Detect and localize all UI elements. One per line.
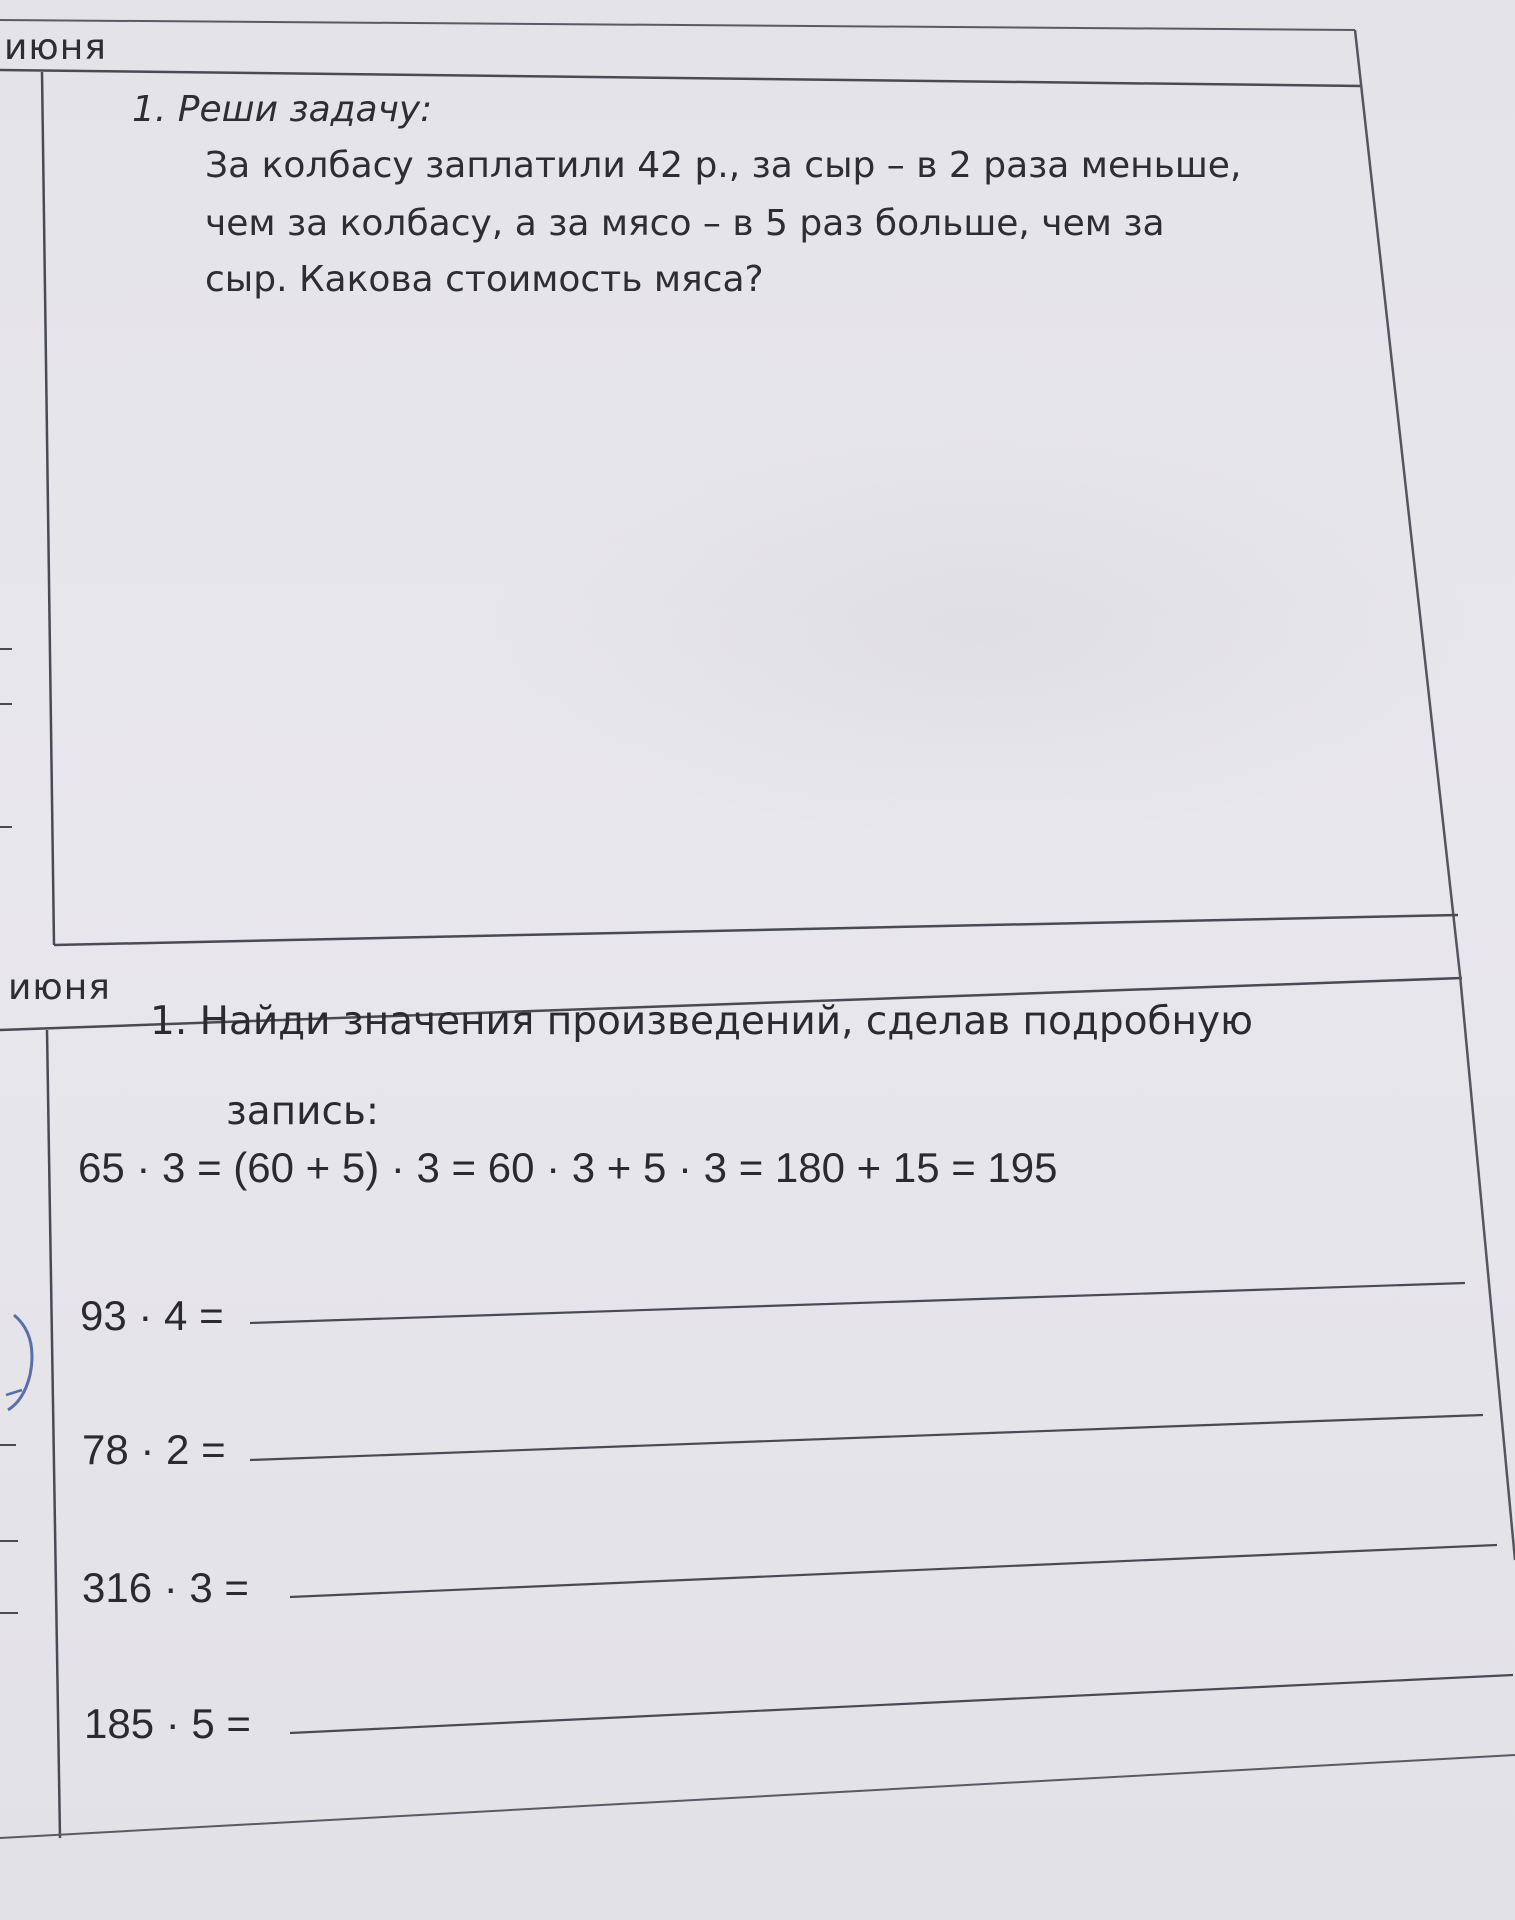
- margin-tick: [0, 1444, 16, 1446]
- answer-line-1: [250, 1283, 1465, 1323]
- margin-tick: [0, 1612, 18, 1614]
- exercise-1: 93 · 4 =: [80, 1292, 224, 1339]
- left-column-rule-top: [42, 72, 54, 945]
- worked-example: 65 · 3 = (60 + 5) · 3 = 60 · 3 + 5 · 3 = 180 + 15 = 195: [78, 1144, 1058, 1191]
- right-border-bottom: [1460, 975, 1515, 1560]
- margin-tick: [0, 703, 12, 705]
- problem-line-2: чем за колбасу, а за мясо – в 5 раз больше, чем за: [205, 203, 1165, 244]
- task-instruction-line-1: 1. Найди значения произведений, сделав подробную: [150, 999, 1253, 1044]
- date-label-top: июня: [4, 27, 107, 68]
- pen-small-mark: [6, 1390, 22, 1395]
- margin-tick: [0, 1540, 18, 1542]
- exercise-4: 185 · 5 =: [84, 1700, 251, 1747]
- top-border: [0, 20, 1355, 30]
- bottom-border: [0, 1755, 1515, 1838]
- header-rule-top: [0, 70, 1362, 86]
- pen-bracket-mark: [8, 1315, 32, 1410]
- task-instruction-line-2: запись:: [226, 1089, 380, 1134]
- exercise-3: 316 · 3 =: [82, 1564, 249, 1611]
- problem-line-1: За колбасу заплатили 42 р., за сыр – в 2 раза меньше,: [205, 145, 1242, 186]
- right-border-top: [1355, 30, 1460, 975]
- task-heading: 1. Реши задачу:: [132, 89, 433, 130]
- left-column-rule-bottom: [47, 1030, 60, 1838]
- answer-line-2: [250, 1415, 1483, 1460]
- answer-line-3: [290, 1545, 1497, 1597]
- problem-line-3: сыр. Какова стоимость мяса?: [205, 259, 764, 300]
- date-label-bottom: июня: [8, 967, 111, 1008]
- margin-tick: [0, 648, 12, 650]
- margin-tick: [0, 826, 12, 828]
- section-divider: [54, 915, 1458, 945]
- exercise-2: 78 · 2 =: [82, 1426, 226, 1473]
- answer-line-4: [290, 1675, 1513, 1733]
